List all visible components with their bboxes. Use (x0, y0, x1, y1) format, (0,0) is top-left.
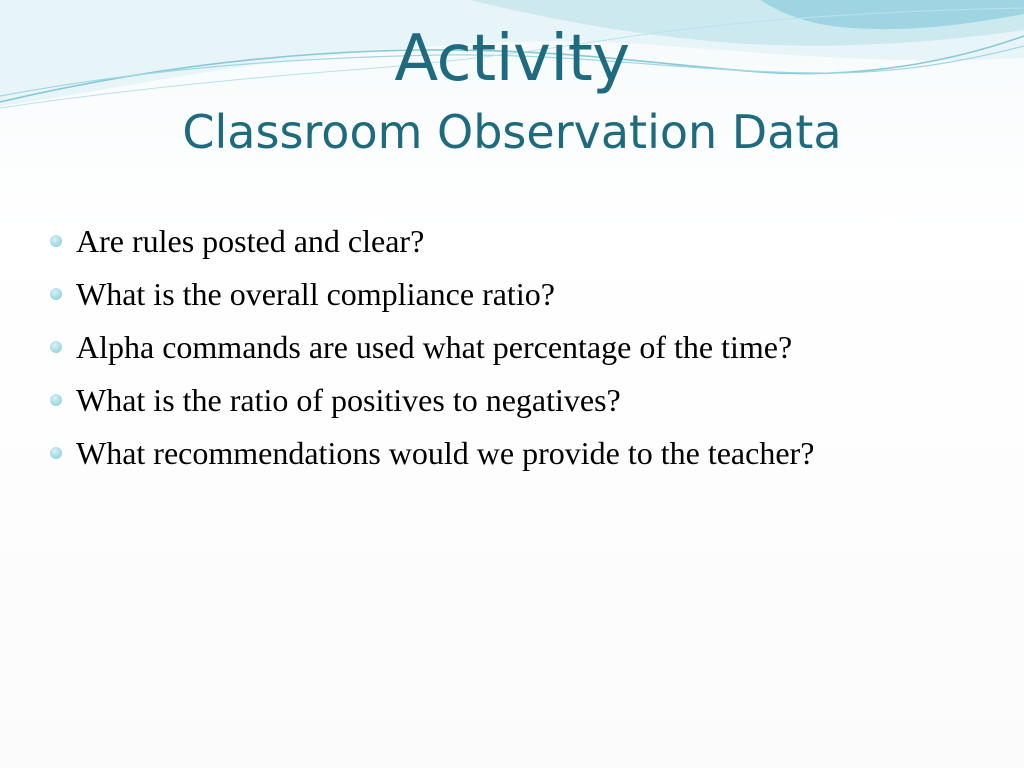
round-bullet-icon (50, 235, 62, 247)
bullet-text: What is the overall compliance ratio? (76, 276, 555, 312)
round-bullet-icon (50, 341, 62, 353)
round-bullet-icon (50, 288, 62, 300)
bullet-text: Alpha commands are used what percentage of the time? (76, 329, 793, 365)
title-block (0, 18, 1024, 162)
bullet-item (48, 325, 978, 369)
round-bullet-icon (50, 447, 62, 459)
bullet-text: What recommendations would we provide to the teacher? (76, 435, 815, 471)
round-bullet-icon (50, 394, 62, 406)
bullet-text: Are rules posted and clear? (76, 223, 425, 259)
slide-title: Activity (394, 22, 630, 96)
bullet-item (48, 378, 978, 422)
bullet-item (48, 219, 978, 263)
bullet-item (48, 431, 978, 475)
bullet-list (48, 219, 978, 484)
slide-subtitle: Classroom Observation Data (182, 105, 842, 159)
bullet-text: What is the ratio of positives to negatives? (76, 382, 621, 418)
bullet-item (48, 272, 978, 316)
